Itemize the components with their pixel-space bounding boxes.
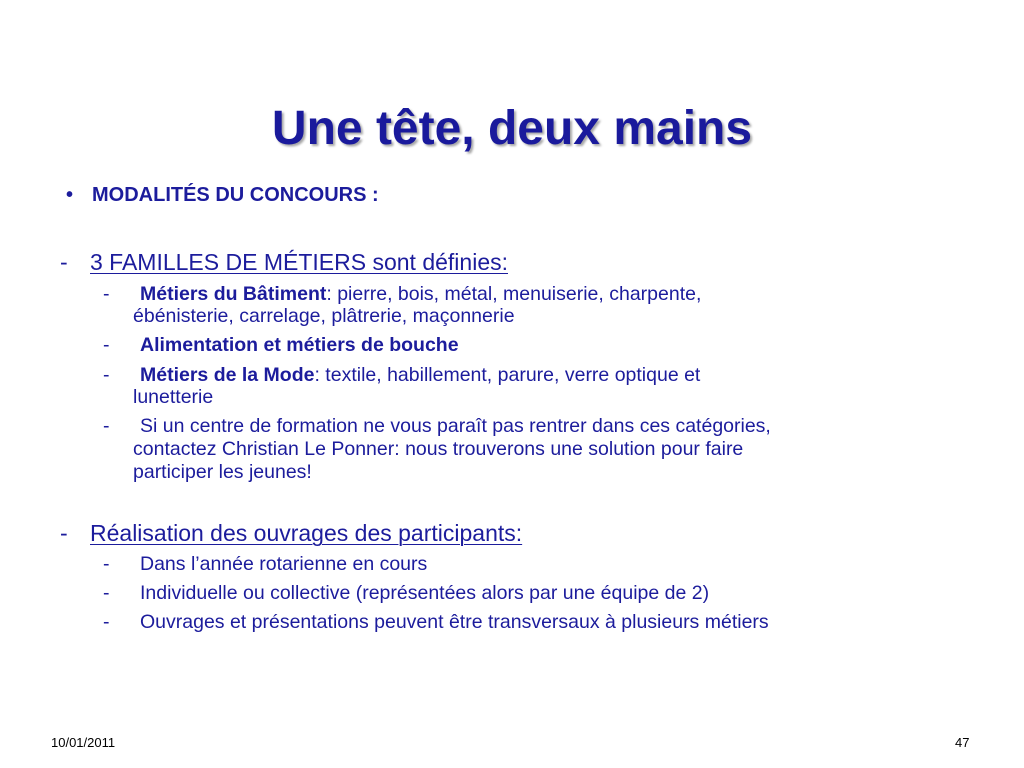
family-item-4-cont2: participer les jeunes!: [133, 461, 312, 483]
realisation-item-3: Ouvrages et présentations peuvent être transversaux à plusieurs métiers: [140, 611, 769, 633]
family-item-1: [140, 283, 701, 306]
slide-title: Une tête, deux mains: [271, 102, 753, 155]
family-item-1-bold: Métiers du Bâtiment: [140, 283, 327, 305]
family-item-2: [140, 334, 459, 357]
realisation-item-2: Individuelle ou collective (représentées alors par une équipe de 2): [140, 582, 710, 604]
realisation-item-1: Dans l’année rotarienne en cours: [140, 553, 428, 575]
realisation-dash-2: -: [103, 582, 110, 604]
realisation-dash: -: [60, 520, 68, 546]
footer-date: 10/01/2011: [51, 735, 116, 750]
families-dash: -: [60, 249, 68, 275]
family-dash-3: -: [103, 364, 110, 386]
footer-page-number: 47: [955, 735, 970, 750]
family-item-4-text: Si un centre de formation ne vous paraît pas rentrer dans ces catégories,: [140, 415, 771, 437]
family-dash-2: -: [103, 334, 110, 356]
families-heading: 3 FAMILLES DE MÉTIERS sont définies:: [90, 249, 508, 275]
section-bullet: •: [66, 184, 74, 206]
family-item-1-cont: ébénisterie, carrelage, plâtrerie, maçonnerie: [133, 305, 515, 327]
family-dash-1: -: [103, 283, 110, 305]
realisation-dash-1: -: [103, 553, 110, 575]
family-dash-4: -: [103, 415, 110, 437]
section-label: MODALITÉS DU CONCOURS :: [92, 184, 379, 206]
family-item-3-cont: lunetterie: [133, 386, 214, 408]
family-item-4-cont: contactez Christian Le Ponner: nous trouverons une solution pour faire: [133, 438, 744, 460]
family-item-3-text: : textile, habillement, parure, verre optique et: [314, 364, 701, 386]
family-item-3-bold: Métiers de la Mode: [140, 364, 315, 386]
realisation-heading: Réalisation des ouvrages des participants:: [90, 520, 523, 546]
realisation-dash-3: -: [103, 611, 110, 633]
family-item-3: [140, 364, 700, 387]
family-item-2-bold: Alimentation et métiers de bouche: [140, 334, 459, 356]
family-item-1-text: : pierre, bois, métal, menuiserie, charpente,: [326, 283, 702, 305]
